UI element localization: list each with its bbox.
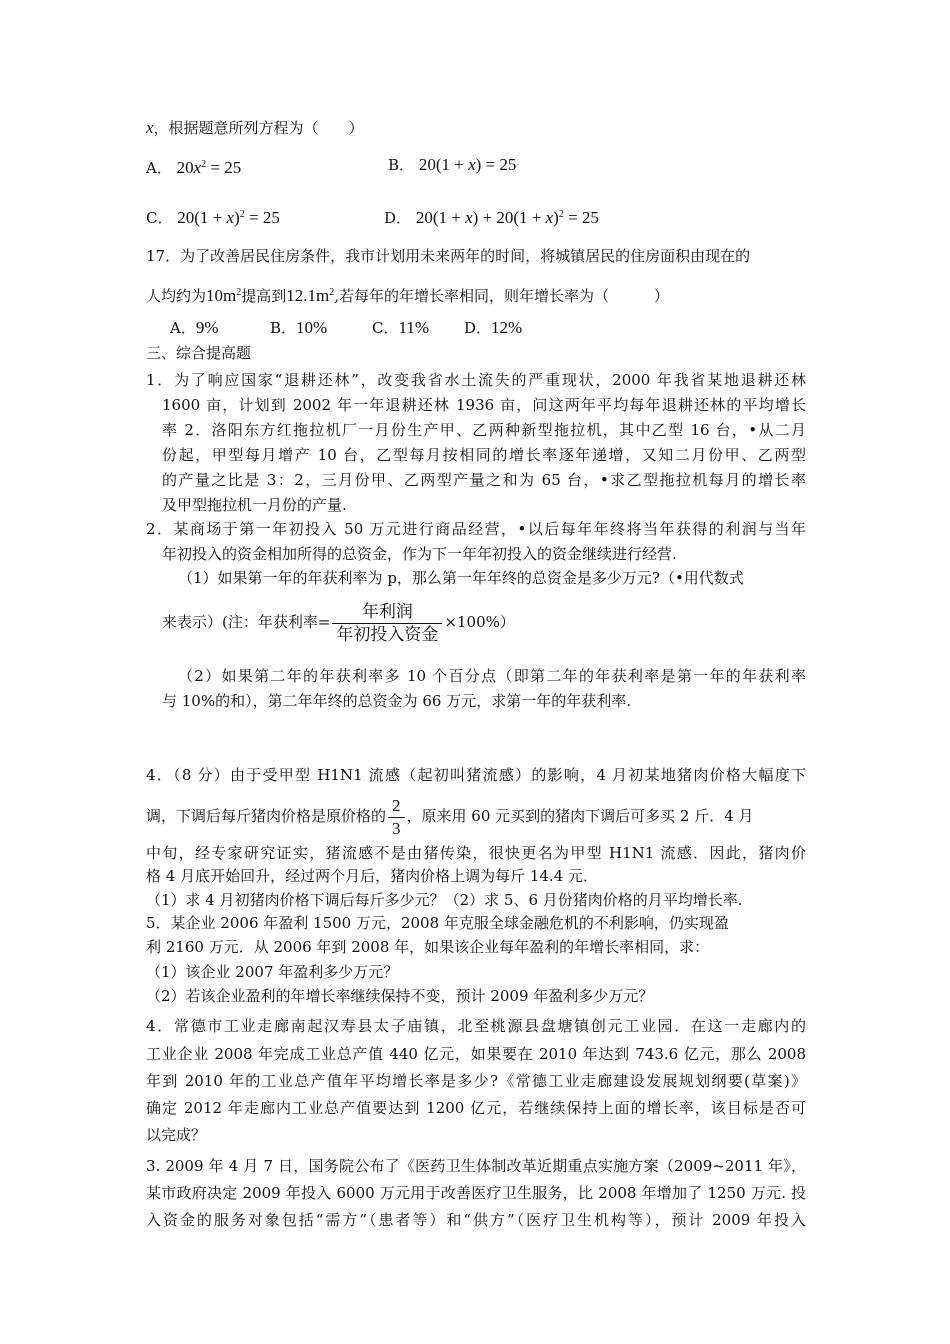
q16-option-a — [146, 155, 241, 178]
p2-sub2: （2）如果第二年的年获利率多 10 个百分点（即第二年的年获利率是第一年的年获利率 — [178, 667, 806, 685]
q17-option-a: A．9% — [170, 318, 219, 337]
p2-line: 年初投入的资金相加所得的总资金，作为下一年年初投入的资金继续进行经营. — [162, 545, 677, 563]
p7-line: 入资金的服务对象包括“需方”（患者等）和“供方”（医疗卫生机构等），预计 2009 年投入 — [146, 1211, 806, 1229]
p6-line: 确定 2012 年走廊内工业总产值要达到 1200 亿元，若继续保持上面的增长率，该目标是否可 — [146, 1099, 806, 1117]
p4-line-2: 调，下调后每斤猪肉价格是原价格的 $\frac{2}{3}$ ，原来用 60 元买到的猪肉下调后可多买 2 斤．4 月 — [146, 795, 754, 838]
p4-questions: （1）求 4 月初猪肉价格下调后每斤多少元？（2）求 5、6 月份猪肉价格的月平均增长率. — [146, 891, 743, 909]
p5-line: （1）该企业 2007 年盈利多少万元？ — [146, 963, 399, 981]
p1-line: 率 2．洛阳东方红拖拉机厂一月份生产甲、乙两种新型拖拉机，其中乙型 16 台，•从二月 — [162, 421, 806, 439]
p1-line: 1．为了响应国家“退耕还林”，改变我省水土流失的严重现状，2000 年我省某地退耕还林 — [146, 371, 806, 389]
option-label: A． — [146, 159, 172, 177]
p4-line: 中旬，经专家研究证实，猪流感不是由猪传染，很快更名为甲型 H1N1 流感．因此，猪肉价 — [146, 844, 806, 862]
p7-line: 3. 2009 年 4 月 7 日，国务院公布了《医药卫生体制改革近期重点实施方案（2009~2011 年》， — [146, 1157, 806, 1175]
q17-line-2: 人均约为$10m^2$提高到$12.1m^2$,若每年的年增长率相同，则年增长率为（ ） — [146, 286, 670, 305]
q17-line-1: 17．为了改善居民住房条件，我市计划用未来两年的时间，将城镇居民的住房面积由现在的 — [146, 247, 751, 265]
p5-line: 利 2160 万元．从 2006 年到 2008 年，如果该企业每年盈利的年增长率相同，求： — [146, 938, 710, 956]
p4-line-1: 4．（8 分）由于受甲型 H1N1 流感（起初叫猪流感）的影响，4 月初某地猪肉价格大幅度下 — [146, 766, 806, 784]
option-a-formula: $20x^2 = 25$ — [176, 158, 242, 177]
two-thirds-fraction: $\frac{2}{3}$ — [388, 795, 405, 840]
q16-option-b — [388, 155, 516, 175]
p7-line: 某市政府决定 2009 年投入 6000 万元用于改善医疗卫生服务，比 2008 年增加了 1250 万元. 投 — [146, 1184, 806, 1202]
q17-option-c: C．11% — [372, 318, 430, 337]
p6-line: 以完成？ — [146, 1126, 207, 1144]
p1-line: 份起，甲型每月增产 10 台，乙型每月按相同的增长率逐年递增，又知二月份甲、乙两型 — [162, 446, 806, 464]
area-value-2: $12.1m^2$ — [286, 286, 335, 305]
option-b-formula: 20(1 + x) = 25 — [418, 155, 517, 174]
p6-line: 年到 2010 年的工业总产值年平均增长率是多少?《常德工业走廊建设发展规划纲要(草案)》 — [146, 1072, 806, 1090]
q16-option-c — [146, 205, 280, 228]
area-value-1: $10m^2$ — [206, 286, 242, 305]
p2-note: 来表示）(注：年获利率= $\frac{\text{年利润}}{\text{年初投入资金}}$ ×100%） — [162, 601, 515, 645]
p1-line: 的产量之比是 3：2，三月份甲、乙两型产量之和为 65 台，•求乙型拖拉机每月的增长率 — [162, 471, 806, 489]
section-heading: 三、综合提高题 — [146, 344, 252, 362]
p1-line: 1600 亩，计划到 2002 年一年退耕还林 1936 亩，问这两年平均每年退耕还林的平均增长 — [162, 396, 806, 414]
q17-option-d: D．12% — [464, 318, 523, 337]
p6-line: 4．常德市工业走廊南起汉寿县太子庙镇，北至桃源县盘塘镇创元工业园．在这一走廊内的 — [146, 1017, 806, 1035]
var-x: x — [146, 118, 154, 137]
p5-line: 5．某企业 2006 年盈利 1500 万元，2008 年克服全球金融危机的不利影响，仍实现盈 — [146, 914, 729, 932]
option-c-formula: $20(1 + x)^2 = 25$ — [177, 208, 280, 227]
option-label: C． — [146, 209, 173, 227]
option-d-formula: $20(1 + x) + 20(1 + x)^2 = 25$ — [415, 208, 599, 227]
p2-sub1: （1）如果第一年的年获利率为 p，那么第一年年终的总资金是多少万元?（•用代数式 — [178, 569, 744, 587]
option-label: D． — [384, 209, 412, 227]
q16-stem-text: ，根据题意所列方程为（ ） — [153, 119, 364, 137]
profit-rate-fraction: $\frac{\text{年利润}}{\text{年初投入资金}}$ — [332, 601, 442, 646]
p2-sub2: 与 10%的和），第二年年终的总资金为 66 万元，求第一年的年获利率. — [162, 692, 632, 710]
option-label: B． — [388, 156, 415, 174]
q17-option-b: B．10% — [270, 318, 328, 337]
p5-line: （2）若该企业盈利的年增长率继续保持不变，预计 2009 年盈利多少万元？ — [146, 987, 654, 1005]
p6-line: 工业企业 2008 年完成工业总产值 440 亿元，如果要在 2010 年达到 743.6 亿元，那么 2008 — [146, 1045, 806, 1063]
p1-line: 及甲型拖拉机一月份的产量. — [162, 496, 347, 514]
p2-line: 2．某商场于第一年初投入 50 万元进行商品经营，•以后每年年终将当年获得的利润与当年 — [146, 520, 806, 538]
q16-stem — [146, 118, 364, 138]
p4-line: 格 4 月底开始回升，经过两个月后，猪肉价格上调为每斤 14.4 元． — [146, 867, 599, 885]
q16-option-d — [384, 205, 599, 228]
